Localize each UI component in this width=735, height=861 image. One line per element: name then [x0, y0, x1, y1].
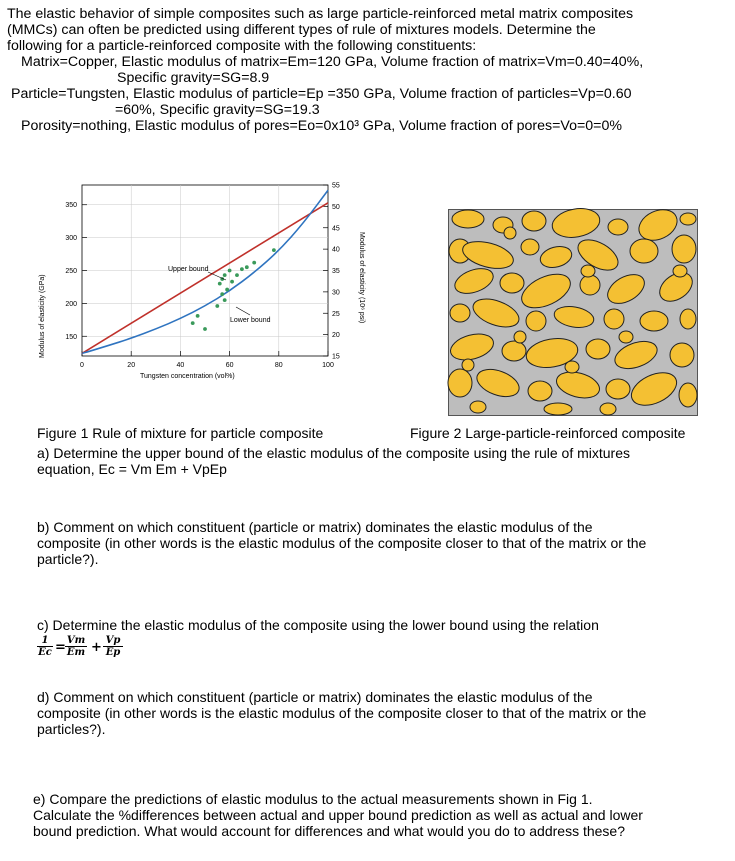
particle: [680, 309, 696, 329]
denominator-ec: Ec: [38, 647, 52, 658]
x-tick-label: 20: [127, 362, 136, 369]
measured-point: [223, 273, 227, 277]
particle: [502, 341, 526, 361]
particle: [450, 304, 470, 322]
measured-point: [240, 267, 244, 271]
particle: [448, 369, 472, 397]
y-tick-label: 200: [65, 300, 77, 308]
figure2-caption: Figure 2 Large-particle-reinforced composite: [410, 425, 686, 441]
matrix-sg: Specific gravity=SG=8.9: [117, 70, 270, 86]
measured-point: [220, 292, 224, 296]
particle: [544, 403, 572, 415]
particle: [514, 331, 526, 343]
lower-bound-leader: [236, 307, 250, 315]
particle: [500, 273, 524, 293]
intro-line: The elastic behavior of simple composites such as large particle-reinforced metal matrix composites: [7, 6, 634, 22]
denominator-ep: Ep: [105, 647, 121, 658]
denominator-em: Em: [66, 647, 86, 658]
question-a-line: a) Determine the upper bound of the elastic modulus of the composite using the rule of mixtures: [37, 445, 630, 461]
question-e-line: bound prediction. What would account for differences and what would you do to address these?: [33, 823, 626, 839]
particle: [630, 239, 658, 263]
particle: [606, 379, 630, 399]
porosity-spec: Porosity=nothing, Elastic modulus of pores=Eo=0x10³ GPa, Volume fraction of pores=Vo=0=0%: [21, 118, 622, 134]
particle: [600, 403, 616, 415]
x-tick-label: 80: [274, 362, 283, 369]
y2-tick-label: 15: [332, 353, 340, 361]
matrix-spec: Matrix=Copper, Elastic modulus of matrix=Em=120 GPa, Volume fraction of matrix=Vm=0.40=40%,: [21, 54, 644, 70]
measured-point: [228, 269, 232, 273]
y2-axis-ticks: [323, 183, 340, 361]
x-tick-label: 0: [80, 362, 84, 369]
y-tick-label: 150: [65, 333, 77, 341]
y-axis-ticks: [65, 202, 87, 341]
particle: [608, 219, 628, 235]
measured-point: [215, 304, 219, 308]
question-d: [37, 689, 646, 737]
figure1-caption: Figure 1 Rule of mixture for particle composite: [37, 425, 324, 441]
y2-axis-label: Modulus of elasticity (10⁶ psi): [358, 232, 365, 324]
y2-tick-label: 20: [332, 332, 340, 340]
question-b-line: particle?).: [37, 551, 99, 567]
measured-point: [230, 280, 234, 284]
question-d-line: composite (in other words is the elastic modulus of the composite closer to that of the matrix or the: [37, 705, 647, 721]
particle: [522, 211, 546, 231]
particle: [504, 227, 516, 239]
particle: [680, 213, 696, 225]
measured-point: [225, 288, 229, 292]
question-b-line: composite (in other words is the elastic modulus of the composite closer to that of the matrix or the: [37, 535, 647, 551]
particle: [586, 339, 610, 359]
particle: [673, 265, 687, 277]
equals-sign: =: [55, 640, 66, 655]
y2-tick-label: 25: [332, 310, 340, 318]
measured-point: [223, 298, 227, 302]
particle: [581, 265, 595, 277]
particle: [672, 235, 696, 263]
plus-sign: +: [91, 640, 102, 655]
fraction-1-ec: [37, 635, 53, 658]
particle-spec: Particle=Tungsten, Elastic modulus of particle=Ep =350 GPa, Volume fraction of particles=Vp=0.60: [11, 86, 632, 102]
question-b-line: b) Comment on which constituent (particle or matrix) dominates the elastic modulus of the: [37, 519, 593, 535]
numerator-vm: Vm: [66, 635, 86, 646]
question-d-line: particles?).: [37, 721, 106, 737]
particle: [604, 309, 624, 329]
numerator-vp: Vp: [103, 635, 123, 647]
particle: [526, 311, 546, 331]
measured-point: [252, 261, 256, 265]
x-tick-label: 60: [225, 362, 234, 369]
y2-tick-label: 45: [332, 225, 340, 233]
intro-line: (MMCs) can often be predicted using different types of rule of mixtures models. Determine the: [7, 22, 596, 38]
particle: [462, 359, 474, 371]
question-e: [33, 791, 643, 839]
lower-bound-label: Lower bound: [230, 317, 271, 324]
problem-intro: [7, 6, 729, 134]
particle: [619, 331, 633, 343]
y-tick-label: 300: [65, 235, 77, 243]
particle: [580, 275, 600, 295]
measured-point: [196, 314, 200, 318]
intro-line: following for a particle-reinforced composite with the following constituents:: [7, 38, 477, 54]
question-a-equation: equation, Ec = Vm Em + VpEp: [37, 461, 227, 477]
y2-tick-label: 55: [332, 182, 340, 190]
y-tick-label: 350: [65, 202, 77, 210]
particle: [679, 383, 697, 407]
measured-point: [191, 321, 195, 325]
particle: [470, 401, 486, 413]
particle: [528, 381, 552, 401]
measured-point: [203, 327, 207, 331]
particle: [452, 210, 484, 228]
x-tick-label: 100: [322, 362, 334, 369]
measured-point: [218, 282, 222, 286]
x-axis-ticks: [80, 351, 334, 369]
fraction-vp-ep: [103, 635, 123, 658]
y-axis-label: Modulus of elasticity (GPa): [39, 274, 46, 358]
x-axis-label: Tungsten concentration (vol%): [140, 373, 235, 380]
question-d-line: d) Comment on which constituent (particle or matrix) dominates the elastic modulus of the: [37, 689, 593, 705]
question-b: [37, 519, 646, 567]
numerator-one: 1: [37, 635, 53, 647]
particle: [670, 343, 694, 367]
question-c-line: c) Determine the elastic modulus of the composite using the lower bound using the relation: [37, 617, 599, 633]
particle: [565, 361, 579, 373]
y2-tick-label: 40: [332, 246, 340, 254]
measured-point: [272, 248, 276, 252]
question-c: [37, 617, 599, 633]
question-e-line: Calculate the %differences between actual and upper bound prediction as well as actual and lower: [33, 807, 643, 823]
y2-tick-label: 35: [332, 268, 340, 275]
question-e-line: e) Compare the predictions of elastic modulus to the actual measurements shown in Fig 1.: [33, 791, 593, 807]
y2-tick-label: 50: [332, 203, 340, 211]
particle-sg: =60%, Specific gravity=SG=19.3: [115, 102, 320, 118]
y-tick-label: 250: [65, 268, 77, 275]
particle: [640, 311, 668, 331]
question-a: [37, 445, 630, 477]
upper-bound-label: Upper bound: [168, 266, 209, 273]
y2-tick-label: 30: [332, 289, 340, 297]
fraction-vm-em: [65, 635, 87, 658]
measured-point: [245, 265, 249, 269]
rule-of-mixture-chart: [30, 172, 365, 412]
measured-point: [235, 273, 239, 277]
particle: [521, 239, 539, 255]
composite-microstructure: [448, 209, 698, 416]
x-tick-label: 40: [176, 362, 185, 369]
